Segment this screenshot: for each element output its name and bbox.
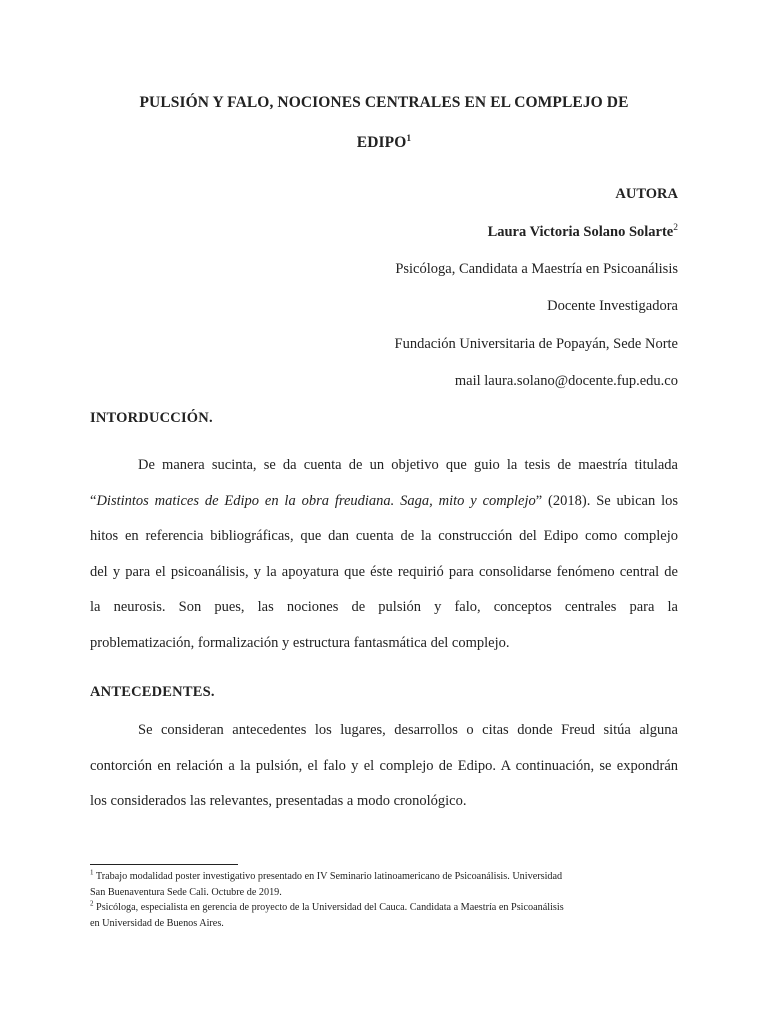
- footnote-separator: [90, 864, 238, 865]
- intro-line-5: la neurosis. Son pues, las nociones de pulsión y falo, conceptos centrales para la: [90, 599, 678, 615]
- footnote-2-line-2: en Universidad de Buenos Aires.: [90, 917, 224, 929]
- antecedents-paragraph: [90, 713, 678, 820]
- intro-quote-open: “: [90, 492, 97, 509]
- paper-title-edipo: EDIPO: [356, 134, 407, 151]
- intro-line-2: [90, 484, 678, 520]
- introduction-heading: INTORDUCCIÓN.: [90, 410, 213, 426]
- intro-line-2-rest: ” (2018). Se ubican los: [535, 492, 678, 509]
- title-footnote-mark: 1: [406, 133, 412, 144]
- intro-line-1: De manera sucinta, se da cuenta de un objetivo que guio la tesis de maestría titulada: [138, 457, 678, 473]
- footnote-2-text: Psicóloga, especialista en gerencia de proyecto de la Universidad del Cauca. Candidata a Maestría en Psicoanálisis: [93, 902, 564, 913]
- author-email: mail laura.solano@docente.fup.edu.co: [454, 373, 678, 389]
- paper-title-line-1: PULSIÓN Y FALO, NOCIONES CENTRALES EN EL COMPLEJO DE: [139, 94, 629, 111]
- author-name: Laura Victoria Solano Solarte: [487, 224, 674, 240]
- author-institution: Fundación Universitaria de Popayán, Sede Norte: [394, 336, 678, 352]
- introduction-paragraph: [90, 448, 678, 661]
- antecedents-line-1: Se consideran antecedentes los lugares, desarrollos o citas donde Freud sitúa alguna: [138, 722, 678, 738]
- author-footnote-mark: 2: [673, 223, 678, 234]
- author-position: Docente Investigadora: [547, 298, 678, 314]
- intro-line-6: problematización, formalización y estructura fantasmática del complejo.: [90, 634, 510, 651]
- antecedents-line-3: los considerados las relevantes, presentadas a modo cronológico.: [90, 793, 467, 809]
- antecedents-heading: ANTECEDENTES.: [90, 684, 215, 700]
- footnote-1-line-1: [90, 869, 678, 885]
- author-label: AUTORA: [615, 186, 678, 202]
- author-role: Psicóloga, Candidata a Maestría en Psicoanálisis: [395, 261, 678, 277]
- antecedents-line-2: contorción en relación a la pulsión, el falo y el complejo de Edipo. A continuación, se expondrán: [90, 757, 678, 774]
- intro-thesis-title: Distintos matices de Edipo en la obra freudiana. Saga, mito y complejo: [96, 492, 536, 509]
- paper-title-line-2: [90, 134, 678, 152]
- author-name-line: [488, 224, 678, 241]
- footnote-2-mark: 2: [90, 899, 94, 908]
- footnote-1-mark: 1: [90, 868, 94, 877]
- intro-line-4: del y para el psicoanálisis, y la apoyatura que éste requirió para consolidarse fenómeno central de: [90, 563, 678, 580]
- intro-line-3: hitos en referencia bibliográficas, que dan cuenta de la construcción del Edipo como complejo: [90, 528, 678, 544]
- footnotes: [90, 869, 678, 931]
- footnote-1-text: Trabajo modalidad poster investigativo presentado en IV Seminario latinoamericano de Psicoanálisis. Universidad: [93, 871, 563, 882]
- footnote-2-line-1: [90, 900, 678, 916]
- footnote-1-line-2: San Buenaventura Sede Cali. Octubre de 2019.: [90, 886, 282, 898]
